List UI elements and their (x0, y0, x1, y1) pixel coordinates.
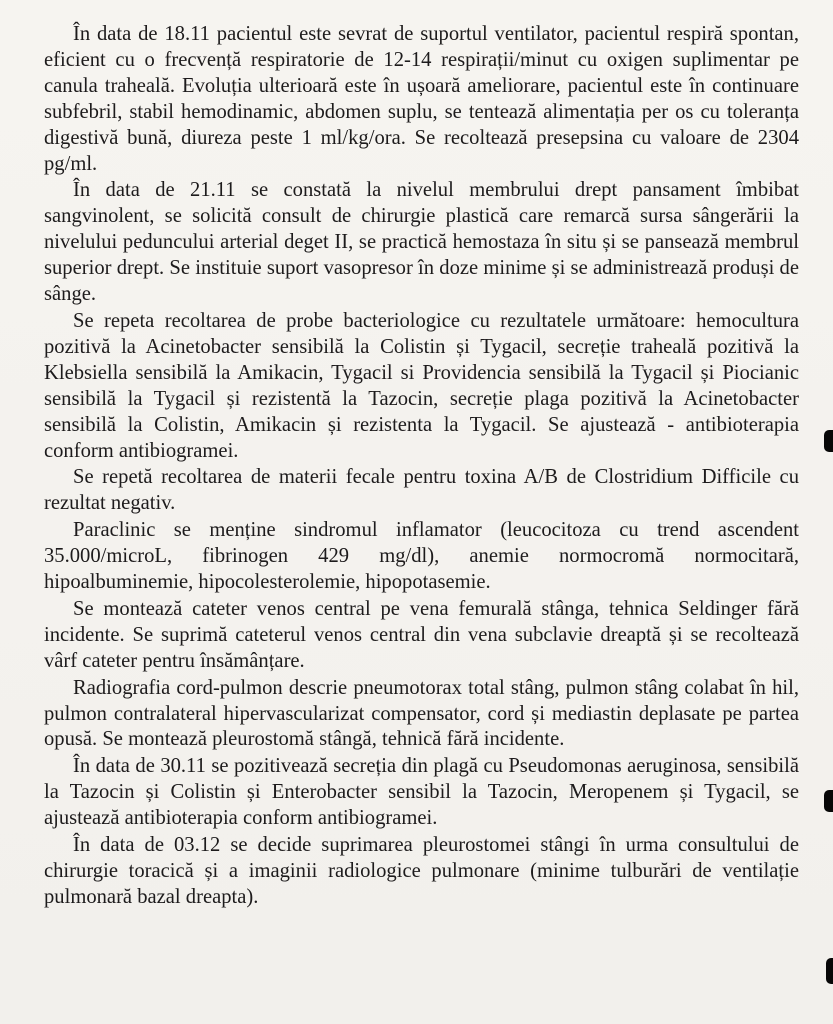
paragraph-9: În data de 03.12 se decide suprimarea pleurostomei stângi în urma consultului de chirurgie toracică și a imaginii radiologice pulmonare (minime tulburări de ventilație pulmonară bazal dreapta). (44, 834, 799, 908)
paragraph-6: Se montează cateter venos central pe vena femurală stânga, tehnica Seldinger fără incidente. Se suprimă cateterul venos central din vena subclavie dreaptă și se recoltează vârf cateter pentru însămânțare. (44, 597, 799, 672)
paragraph-8: În data de 30.11 se pozitivează secreția din plagă cu Pseudomonas aeruginosa, sensibilă la Tazocin și Colistin și Enterobacter sensibil la Tazocin, Meropenem și Tygacil, se ajustează antibioterapia conform antibiogramei. (44, 755, 799, 830)
paragraph-7: Radiografia cord-pulmon descrie pneumotorax total stâng, pulmon stâng colabat în hil, pulmon contralateral hipervascularizat compensator, cord și mediastin deplasate pe partea opusă. Se montează pleurostomă stângă, tehnică fără incidente. (44, 676, 799, 751)
binder-hole (826, 958, 833, 984)
binder-hole (824, 790, 833, 812)
paragraph-5: Paraclinic se menține sindromul inflamator (leucocitoza cu trend ascendent 35.000/microL, fibrinogen 429 mg/dl), anemie normocromă normocitară, hipoalbuminemie, hipocolesterolemie, hipopotasemie. (44, 519, 799, 594)
binder-hole (824, 430, 833, 452)
paragraph-4: Se repetă recoltarea de materii fecale pentru toxina A/B de Clostridium Difficile cu rezultat negativ. (44, 466, 799, 515)
paragraph-2: În data de 21.11 se constată la nivelul membrului drept pansament îmbibat sangvinolent, se solicită consult de chirurgie plastică care remarcă sursa sângerării la nivelului peduncului arterial deget II, se practică hemostaza în situ și se pansează membrul superior drept. Se instituie suport vasopresor în doze minime și se administrează produși de sânge. (44, 179, 799, 306)
paragraph-3: Se repeta recoltarea de probe bacteriologice cu rezultatele următoare: hemocultura pozitivă la Acinetobacter sensibilă la Colistin și Tygacil, secreție traheală pozitivă la Klebsiella sensibilă la Amikacin, Tygacil si Providencia sensibilă la Tygacil și Piocianic sensibilă la Tygacil și rezistentă la Tazocin, secreție plaga pozitivă la Acinetobacter sensibilă la Colistin, Amikacin și rezistenta la Tygacil. Se ajustează - antibioterapia conform antibiogramei. (44, 309, 799, 462)
paragraph-1: În data de 18.11 pacientul este sevrat de suportul ventilator, pacientul respiră spontan, eficient cu o frecvență respiratorie de 12-14 respirații/minut cu oxigen suplimentar pe canula traheală. Evoluția ulterioară este în ușoară ameliorare, pacientul este în continuare subfebril, stabil hemodinamic, abdomen suplu, se tentează alimentația per os cu toleranța digestivă bună, diureza peste 1 ml/kg/ora. Se recoltează presepsina cu valoare de 2304 pg/ml. (44, 23, 799, 175)
document-body (44, 22, 799, 911)
